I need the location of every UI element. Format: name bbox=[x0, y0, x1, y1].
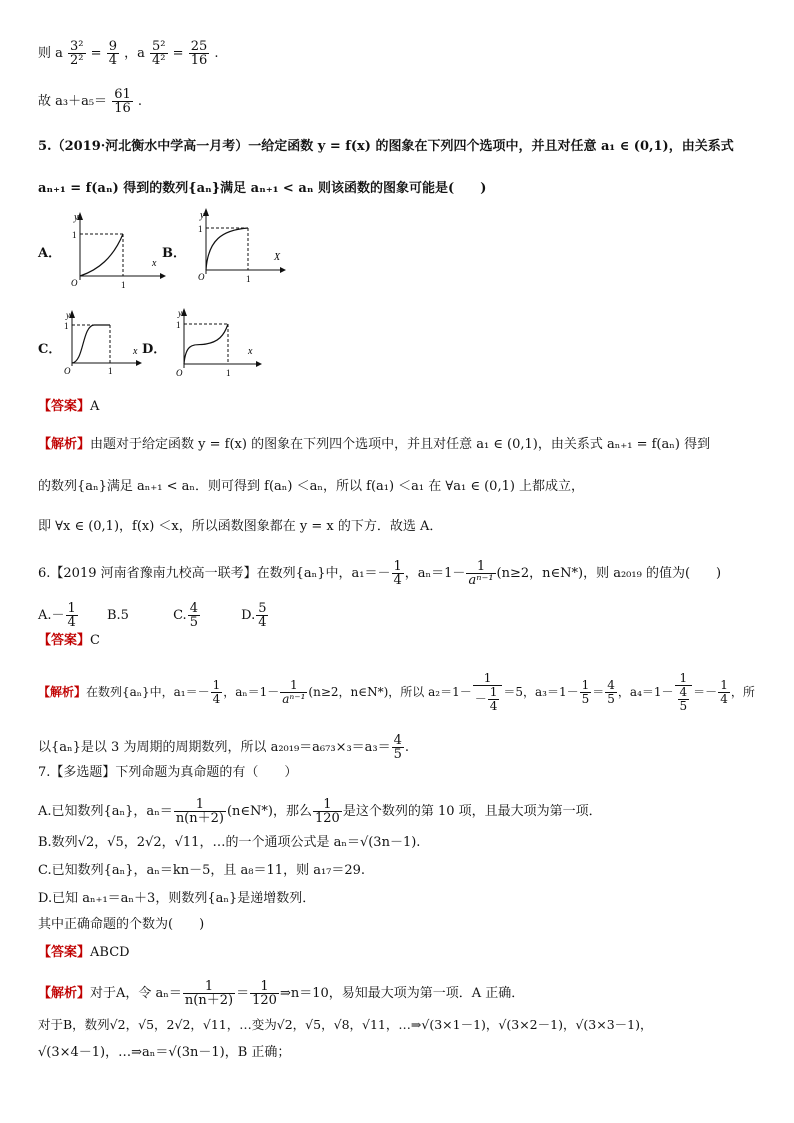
svg-text:1: 1 bbox=[108, 366, 113, 376]
q7-option-b: B.数列√2，√5，2√2，√11，…的一个通项公式是 aₙ＝√(3n－1). bbox=[38, 835, 421, 850]
svg-text:O: O bbox=[198, 272, 205, 282]
q5-analysis-line2: 的数列{aₙ}满足 aₙ₊₁ < aₙ．则可得到 f(aₙ) ＜aₙ，所以 f(a₁) ＜a₁ 在 ∀a₁ ∈ (0,1) 上都成立， bbox=[38, 479, 585, 494]
fraction: $\frac{9}{4}$ bbox=[108, 39, 117, 68]
svg-text:1: 1 bbox=[121, 280, 126, 290]
svg-text:y: y bbox=[74, 212, 79, 223]
text: ，a bbox=[124, 46, 145, 61]
svg-text:x: x bbox=[133, 346, 138, 357]
q6-analysis-line1: 【解析】在数列{aₙ}中，a₁＝－ $\frac{1}{4}$ ，aₙ＝1－ $\frac{1}{\text{aⁿ⁻¹}}$ (n≥2，n∈N*)，所以 a₂＝1－ 1 － $\frac{1}{4}$ ＝5，a₃＝1－ $\frac{1}{5}$ ＝ $\frac{4}{5}$ ，a₄＝1－ $\frac{1}{\frac{4}{5}}$ ＝－ $\frac{1}{4}$ ，所 bbox=[38, 671, 755, 713]
analysis-tag: 【解析】 bbox=[38, 437, 91, 452]
q7-option-a: A.已知数列{aₙ}，aₙ＝ $\frac{1}{n(n+2)}$ (n∈N*)，那么 $\frac{1}{120}$ 是这个数列的第 10 项，且最大项为第一项． bbox=[38, 797, 602, 826]
svg-text:x: x bbox=[248, 346, 253, 357]
q5-analysis-line3: 即 ∀x ∈ (0,1)，f(x) ＜x，所以函数图象都在 y = x 的下方．故选 A． bbox=[38, 519, 443, 534]
text: 则 a bbox=[38, 46, 63, 61]
svg-text:y: y bbox=[200, 210, 205, 221]
svg-text:1: 1 bbox=[72, 230, 77, 240]
svg-text:O: O bbox=[64, 366, 71, 376]
fraction: $\frac{25}{16}$ bbox=[190, 39, 208, 68]
svg-text:y: y bbox=[66, 310, 70, 320]
graph-b bbox=[192, 206, 292, 288]
q5-stem-line1: 5.（2019·河北衡水中学高一月考）一给定函数 y = f(x) 的图象在下列四个选项中，并且对任意 a₁ ∈ (0,1)，由关系式 bbox=[38, 139, 734, 154]
q7-option-d: D.已知 aₙ₊₁＝aₙ＋3，则数列{aₙ}是递增数列． bbox=[38, 891, 316, 906]
q6-answer: 【答案】C bbox=[38, 633, 100, 648]
answer-value: A bbox=[90, 399, 100, 414]
q6-stem: 6.【2019 河南省豫南九校高一联考】在数列{aₙ}中，a₁＝－ $\frac{1}{4}$ ，aₙ＝1－ $\frac{1}{\text{aⁿ⁻¹}}$ (n≥2，n∈N*)，则 a₂₀₁₉ 的值为( ) bbox=[38, 559, 722, 588]
fraction: $\frac{61}{16}$ bbox=[114, 87, 131, 116]
svg-text:y: y bbox=[178, 308, 182, 318]
q7-stem: 7.【多选题】下列命题为真命题的有（ ） bbox=[38, 765, 298, 780]
q7-answer: 【答案】ABCD bbox=[38, 945, 130, 960]
answer-tag: 【答案】 bbox=[38, 399, 91, 414]
q7-analysis-line3: √(3×4－1)，…⇒aₙ＝√(3n－1)，B 正确； bbox=[38, 1045, 291, 1060]
graph-d bbox=[172, 306, 272, 378]
text: 故 a₃＋a₅＝ bbox=[38, 94, 108, 109]
svg-text:1: 1 bbox=[198, 224, 203, 234]
q7-count: 其中正确命题的个数为( ) bbox=[38, 917, 205, 932]
svg-text:1: 1 bbox=[226, 368, 231, 378]
option-d: D. $\frac{5}{4}$ bbox=[241, 601, 267, 630]
q7-option-c: C.已知数列{aₙ}，aₙ＝kn－5，且 a₈＝11，则 a₁₇＝29. bbox=[38, 863, 366, 878]
graph-a bbox=[68, 208, 168, 290]
option-b: B.5 bbox=[106, 608, 129, 623]
q7-analysis-line2: 对于B，数列√2，√5，2√2，√11，…变为√2，√5，√8，√11，…⇒√(3×1－1)，√(3×2－1)，√(3×3－1)， bbox=[38, 1017, 653, 1032]
option-d-label: D． bbox=[142, 342, 167, 357]
option-b-label: B． bbox=[162, 246, 186, 261]
svg-text:O: O bbox=[71, 278, 78, 288]
svg-text:O: O bbox=[176, 368, 183, 378]
q6-options bbox=[38, 602, 269, 629]
q5-answer bbox=[38, 398, 99, 416]
svg-text:X: X bbox=[274, 252, 281, 263]
svg-text:x: x bbox=[152, 258, 157, 269]
option-c-label: C． bbox=[38, 342, 62, 357]
svg-text:1: 1 bbox=[64, 321, 69, 331]
option-c: C. $\frac{4}{5}$ bbox=[173, 601, 198, 630]
line-a3-a5: 则 a $\frac{\text{3²}}{\text{2²}}$ = $\frac{9}{4}$ ，a $\frac{\text{5²}}{\text{4²}}$ = $\frac{25}{16}$ . bbox=[38, 39, 219, 68]
line-sum: 故 a₃＋a₅＝ $\frac{61}{16}$ . bbox=[38, 87, 143, 116]
svg-text:1: 1 bbox=[176, 320, 181, 330]
option-a: A.－ $\frac{1}{4}$ bbox=[38, 601, 76, 630]
q7-analysis-line1: 【解析】对于A，令 aₙ＝ $\frac{1}{n(n+2)}$ ＝ $\frac{1}{120}$ ⇒n＝10，易知最大项为第一项．A 正确． bbox=[38, 979, 525, 1008]
svg-text:1: 1 bbox=[246, 274, 251, 284]
option-a-label: A． bbox=[38, 246, 62, 261]
fraction: $\frac{\text{5²}}{\text{4²}}$ bbox=[152, 39, 166, 68]
fraction: $\frac{\text{3²}}{\text{2²}}$ bbox=[70, 39, 84, 68]
graph-c bbox=[60, 308, 150, 378]
q5-analysis-line1: 【解析】由题对于给定函数 y = f(x) 的图象在下列四个选项中，并且对任意 a₁ ∈ (0,1)，由关系式 aₙ₊₁ = f(aₙ) 得到 bbox=[38, 437, 711, 452]
q5-stem-line2: aₙ₊₁ = f(aₙ) 得到的数列{aₙ}满足 aₙ₊₁ < aₙ 则该函数的图象可能是( ) bbox=[38, 181, 487, 196]
q6-analysis-line2: 以{aₙ}是以 3 为周期的周期数列，所以 a₂₀₁₉＝a₆₇₃×₃＝a₃＝ $\frac{4}{5}$ . bbox=[38, 733, 410, 762]
